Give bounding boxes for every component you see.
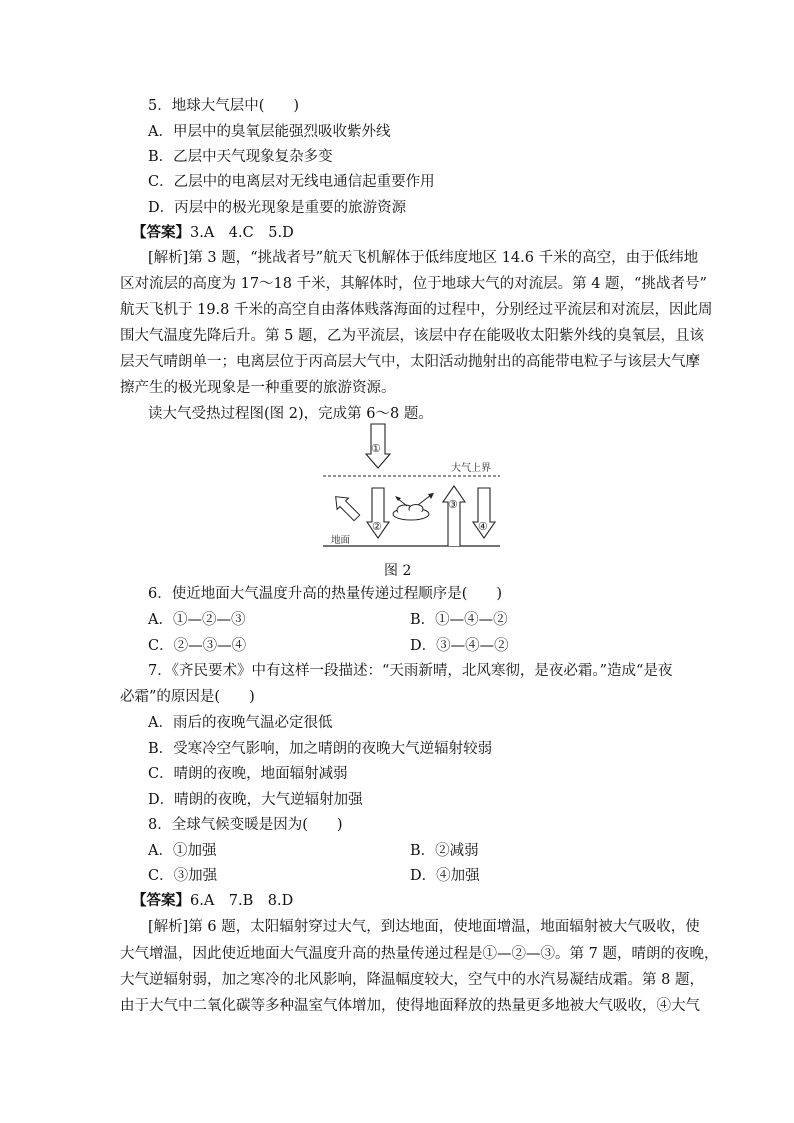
q8-option-c: C．③加强 [148,868,218,884]
q6-option-b: B．①—④—② [410,612,508,628]
analysis2-line-2: 大气增温，因此使近地面大气温度升高的热量传递过程是①—②—③。第 7 题，晴朗的夜晚， [120,946,719,962]
q8-option-a: A．①加强 [148,843,217,859]
q5-option-b: B．乙层中天气现象复杂多变 [148,149,333,165]
q8-stem: 8．全球气候变暖是因为( ) [148,817,343,833]
q7-option-d: D．晴朗的夜晚，大气逆辐射加强 [148,792,363,808]
q7-stem-line-2: 必霜”的原因是( ) [120,689,255,705]
analysis2-line-1: [解析]第 6 题，太阳辐射穿过大气，到达地面，使地面增温，地面辐射被大气吸收，使 [148,919,700,935]
arrow-2-label: ② [372,520,382,533]
q7-stem-line-1: 7．《齐民要术》中有这样一段描述：“天雨新晴，北风寒彻，是夜必霜。”造成“是夜 [148,663,673,679]
q6-option-a: A．①—②—③ [148,612,246,628]
q6-option-c: C．②—③—④ [148,638,247,654]
q5-stem: 5．地球大气层中( ) [148,98,300,114]
analysis2-line-4: 由于大气中二氧化碳等多种温室气体增加，使得地面释放的热量更多地被大气吸收，④大气 [120,998,700,1014]
arrow-1-label: ① [371,442,381,455]
analysis1-line-1: [解析]第 3 题，“挑战者号”航天飞机解体于低纬度地区 14.6 千米的高空，由于低纬地 [148,250,699,266]
q8-option-b: B．②减弱 [410,843,479,859]
q7-option-b: B．受寒冷空气影响，加之晴朗的夜晚大气逆辐射较弱 [148,741,493,757]
q7-option-c: C．晴朗的夜晚，地面辐射减弱 [148,766,348,782]
figure-caption: 图 2 [384,563,412,579]
analysis1-line-2: 区对流层的高度为 17～18 千米，其解体时，位于地球大气的对流层。第 4 题，“挑战者号” [120,276,707,292]
ground-label: 地面 [331,535,351,546]
answer-tag: 【答案】 [132,892,190,909]
scatter-arrow-right [418,495,431,505]
answer-tag: 【答案】 [132,224,190,241]
analysis1-line-3: 航天飞机于 19.8 千米的高空自由落体贱落海面的过程中，分别经过平流层和对流层，因此周 [120,302,713,318]
q6-stem: 6．使近地面大气温度升高的热量传递过程顺序是( ) [148,586,503,602]
arrow-4-label: ④ [478,520,488,533]
q5-option-a: A．甲层中的臭氧层能强烈吸收紫外线 [148,124,391,140]
figure-intro: 读大气受热过程图(图 2)，完成第 6～8 题。 [148,406,433,422]
q6-option-d: D．③—④—② [410,638,509,654]
atmosphere-heating-diagram [315,422,505,552]
answer-block-2 [132,892,293,910]
q7-option-a: A．雨后的夜晚气温必定很低 [148,715,333,731]
analysis1-line-4: 围大气温度先降后升。第 5 题，乙为平流层，该层中存在能吸收太阳紫外线的臭氧层，且该 [120,328,704,344]
answer-text: 3.A 4.C 5.D [190,225,294,241]
analysis1-line-5: 层天气晴朗单一；电离层位于丙高层大气中，太阳活动抛射出的高能带电粒子与该层大气摩 [120,354,700,370]
cloud-icon [393,505,429,521]
analysis1-line-6: 擦产生的极光现象是一种重要的旅游资源。 [120,380,396,396]
arrow-3-ground-radiation [443,486,465,546]
analysis2-line-3: 大气逆辐射弱，加之寒冷的北风影响，降温幅度较大，空气中的水汽易凝结成霜。第 8 题， [120,972,704,988]
reflection-arrow [330,491,363,524]
arrow-3-label: ③ [448,498,458,511]
q5-option-c: C．乙层中的电离层对无线电通信起重要作用 [148,174,435,190]
answer-block-1 [132,224,294,242]
answer-text: 6.A 7.B 8.D [190,893,294,909]
q8-option-d: D．④加强 [410,868,480,884]
q5-option-d: D．丙层中的极光现象是重要的旅游资源 [148,200,407,216]
atmosphere-top-label: 大气上界 [451,463,491,474]
